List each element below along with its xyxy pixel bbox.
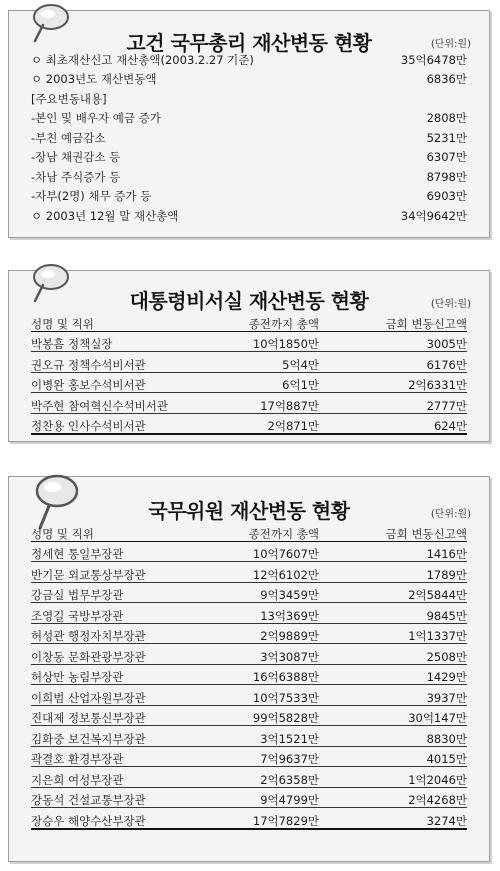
item-value: 35억6478만 [400,52,467,67]
previous-total-cell: 3억3087만 [260,649,319,664]
list-item [31,184,467,204]
item-label: [주요변동내용] [31,91,107,106]
name-position-cell: 박봉흠 정책실장 [31,337,113,351]
previous-total-cell: 10억1850만 [252,337,319,351]
table-row [31,583,467,604]
previous-total-cell: 3억1521만 [260,731,319,746]
name-position-cell: 지은희 여성부장관 [31,772,124,787]
table-row [31,767,467,788]
name-position-cell: 허성관 행정자치부장관 [31,629,146,643]
item-label: -부친 예금감소 [31,130,106,145]
asset-table [31,521,467,830]
name-position-cell: 강금실 법무부장관 [31,588,124,602]
item-label: ㅇ 2003년도 재산변동액 [31,72,157,86]
column-header: 금회 변동신고액 [385,526,467,541]
previous-total-cell: 9억4799만 [260,793,319,807]
table-row [31,747,467,768]
previous-total-cell: 2억9889만 [260,629,319,643]
change-amount-cell: 2억6331만 [408,378,467,392]
list-item [31,67,467,87]
unit-label: (단위:원) [430,39,471,50]
list-item [31,203,467,223]
table-row [31,393,467,414]
name-position-cell: 이희범 산업자원부장관 [31,690,146,705]
change-amount-cell: 3937만 [426,690,467,705]
item-value: 6307만 [426,150,467,164]
summary-list [31,47,467,223]
previous-total-cell: 9억3459만 [260,588,319,602]
previous-total-cell: 99억5828만 [252,711,319,725]
item-label: -자부(2명) 채무 증가 등 [31,189,152,203]
table-row [31,808,467,830]
table-row [31,706,467,727]
name-position-cell: 박주현 참여혁신수석비서관 [31,398,168,413]
panel-title: 대통령비서실 재산변동 현황 [129,289,369,313]
presidential-office-panel [8,270,490,442]
item-value: 8798만 [426,169,467,184]
previous-total-cell: 7억9637만 [260,752,319,766]
table-row [31,373,467,394]
change-amount-cell: 4015만 [426,752,467,766]
change-amount-cell: 9845만 [426,608,467,623]
item-label: ㅇ 2003년 12월 말 재산총액 [31,208,179,223]
name-position-cell: 조영길 국방부장관 [31,608,124,623]
name-position-cell: 김화중 보건복지부장관 [31,731,146,746]
column-header: 종전까지 총액 [248,316,319,331]
name-position-cell: 반기문 외교통상부장관 [31,567,146,582]
list-item [31,145,467,165]
change-amount-cell: 1429만 [426,670,467,684]
previous-total-cell: 2억6358만 [260,772,319,787]
column-header: 성명 및 직위 [31,526,94,541]
previous-total-cell: 13억369만 [260,608,319,623]
change-amount-cell: 3005만 [426,337,467,351]
column-header: 금회 변동신고액 [385,316,467,331]
previous-total-cell: 6억1만 [282,378,319,392]
unit-label: (단위:원) [430,509,471,520]
change-amount-cell: 6176만 [426,357,467,372]
table-row [31,603,467,624]
table-row [31,685,467,706]
name-position-cell: 정세현 통일부장관 [31,547,124,561]
change-amount-cell: 2억5844만 [408,588,467,602]
name-position-cell: 이병완 홍보수석비서관 [31,378,146,392]
previous-total-cell: 10억7607만 [252,547,319,561]
name-position-cell: 진대제 정보통신부장관 [31,711,146,725]
name-position-cell: 강동석 건설교통부장관 [31,793,146,807]
asset-table [31,311,467,435]
item-value: 6903만 [426,189,467,203]
item-value: 2808만 [426,111,467,125]
change-amount-cell: 1789만 [426,567,467,582]
previous-total-cell: 17억887만 [260,398,319,413]
table-header [31,521,467,542]
table-row [31,332,467,353]
item-value: 34억9642만 [400,208,467,223]
previous-total-cell: 10억7533만 [252,690,319,705]
previous-total-cell: 12억6102만 [252,567,319,582]
previous-total-cell: 5억4만 [282,357,319,372]
cabinet-ministers-panel [8,476,490,862]
item-label: -차남 주식증가 등 [31,169,121,184]
list-item [31,86,467,106]
table-header [31,311,467,332]
name-position-cell: 허상만 농림부장관 [31,670,124,684]
table-row [31,624,467,645]
item-label: -장남 채권감소 등 [31,150,121,164]
panel-title: 고건 국무총리 재산변동 현황 [126,31,372,55]
change-amount-cell: 1416만 [426,547,467,561]
change-amount-cell: 2억4268만 [408,793,467,807]
name-position-cell: 정찬용 인사수석비서관 [31,419,146,433]
column-header: 종전까지 총액 [248,526,319,541]
unit-label: (단위:원) [430,299,471,310]
change-amount-cell: 2777만 [426,398,467,413]
table-row [31,542,467,563]
previous-total-cell: 17억7829만 [252,813,319,828]
list-item [31,125,467,145]
name-position-cell: 이창동 문화관광부장관 [31,649,146,664]
change-amount-cell: 1억2046만 [408,772,467,787]
table-row [31,414,467,436]
item-value: 5231만 [426,130,467,145]
previous-total-cell: 16억6388만 [252,670,319,684]
table-row [31,562,467,583]
column-header: 성명 및 직위 [31,316,94,331]
table-row [31,788,467,809]
list-item [31,164,467,184]
change-amount-cell: 30억147만 [408,711,467,725]
name-position-cell: 장승우 해양수산부장관 [31,813,146,828]
list-item [31,47,467,67]
table-row [31,665,467,686]
change-amount-cell: 2508만 [426,649,467,664]
table-row [31,352,467,373]
change-amount-cell: 1억1337만 [408,629,467,643]
table-row [31,644,467,665]
previous-total-cell: 2억871만 [267,419,319,433]
prime-minister-panel [8,10,490,238]
item-value: 6836만 [426,72,467,86]
change-amount-cell: 3274만 [426,813,467,828]
item-label: -본인 및 배우자 예금 증가 [31,111,161,125]
list-item [31,106,467,126]
change-amount-cell: 8830만 [426,731,467,746]
panel-title: 국무위원 재산변동 현황 [148,499,350,523]
name-position-cell: 곽결호 환경부장관 [31,752,124,766]
name-position-cell: 권오규 정책수석비서관 [31,357,146,372]
change-amount-cell: 624만 [433,419,467,433]
item-label: ㅇ 최초재산신고 재산총액(2003.2.27 기준) [31,52,254,67]
table-row [31,726,467,747]
